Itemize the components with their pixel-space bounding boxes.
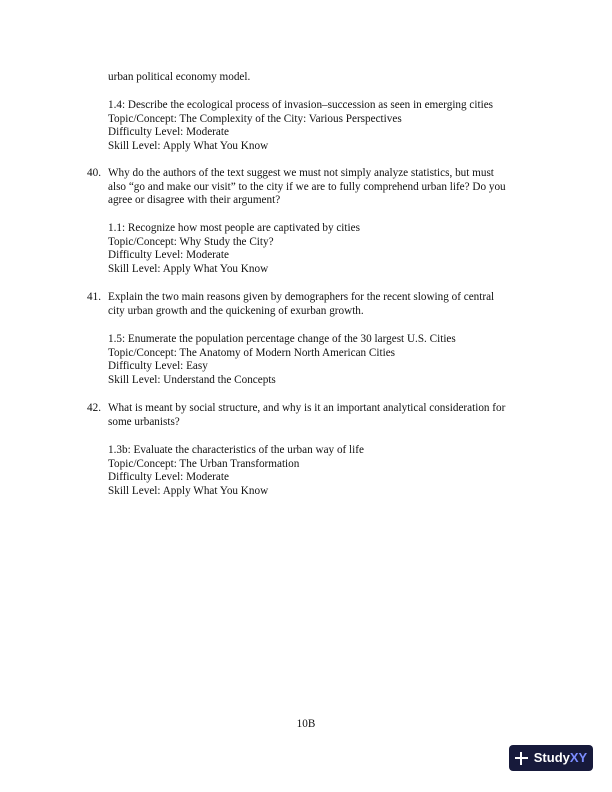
question-line: city urban growth and the quickening of exurban growth. (108, 304, 364, 317)
learning-objective: 1.1: Recognize how most people are captivated by cities (108, 222, 360, 234)
question-line: also “go and make our visit” to the city if we are to fully comprehend urban life? Do you (108, 180, 506, 193)
skill-level: Skill Level: Apply What You Know (108, 484, 269, 497)
question-number: 42. (87, 402, 101, 414)
learning-objective: 1.4: Describe the ecological process of invasion–succession as seen in emerging cities (108, 99, 494, 111)
topic-concept: Topic/Concept: Why Study the City? (108, 235, 274, 248)
question-line: Why do the authors of the text suggest we must not simply analyze statistics, but must (108, 167, 494, 179)
studyxy-logo (509, 745, 593, 771)
topic-concept: Topic/Concept: The Complexity of the City: Various Perspectives (108, 112, 402, 125)
learning-objective: 1.5: Enumerate the population percentage change of the 30 largest U.S. Cities (108, 333, 456, 345)
logo-accent-text: XY (569, 750, 588, 766)
difficulty-level: Difficulty Level: Moderate (108, 126, 229, 139)
question-text (108, 167, 548, 208)
skill-level: Skill Level: Apply What You Know (108, 139, 269, 152)
question-number: 41. (87, 291, 101, 303)
question-line: Explain the two main reasons given by demographers for the recent slowing of central (108, 291, 495, 303)
question-text (108, 291, 548, 318)
learning-objective: 1.3b: Evaluate the characteristics of the urban way of life (108, 444, 364, 456)
difficulty-level: Difficulty Level: Easy (108, 360, 208, 373)
question-metadata (108, 222, 360, 276)
question-metadata (108, 333, 456, 387)
question-text (108, 402, 548, 429)
skill-level: Skill Level: Understand the Concepts (108, 373, 276, 386)
plus-icon (515, 752, 528, 765)
continuation-line: urban political economy model. (108, 71, 251, 83)
question-line: some urbanists? (108, 415, 180, 428)
difficulty-level: Difficulty Level: Moderate (108, 249, 229, 262)
difficulty-level: Difficulty Level: Moderate (108, 471, 229, 484)
question-metadata (108, 444, 364, 498)
topic-concept: Topic/Concept: The Anatomy of Modern North American Cities (108, 346, 396, 359)
logo-text: Study (533, 750, 570, 766)
skill-level: Skill Level: Apply What You Know (108, 262, 269, 275)
question-line: What is meant by social structure, and why is it an important analytical consideration for (108, 402, 506, 414)
continuation-metadata (108, 99, 493, 153)
page-number: 10B (296, 718, 316, 730)
question-line: agree or disagree with their argument? (108, 194, 281, 207)
question-number: 40. (87, 167, 101, 179)
topic-concept: Topic/Concept: The Urban Transformation (108, 457, 300, 470)
